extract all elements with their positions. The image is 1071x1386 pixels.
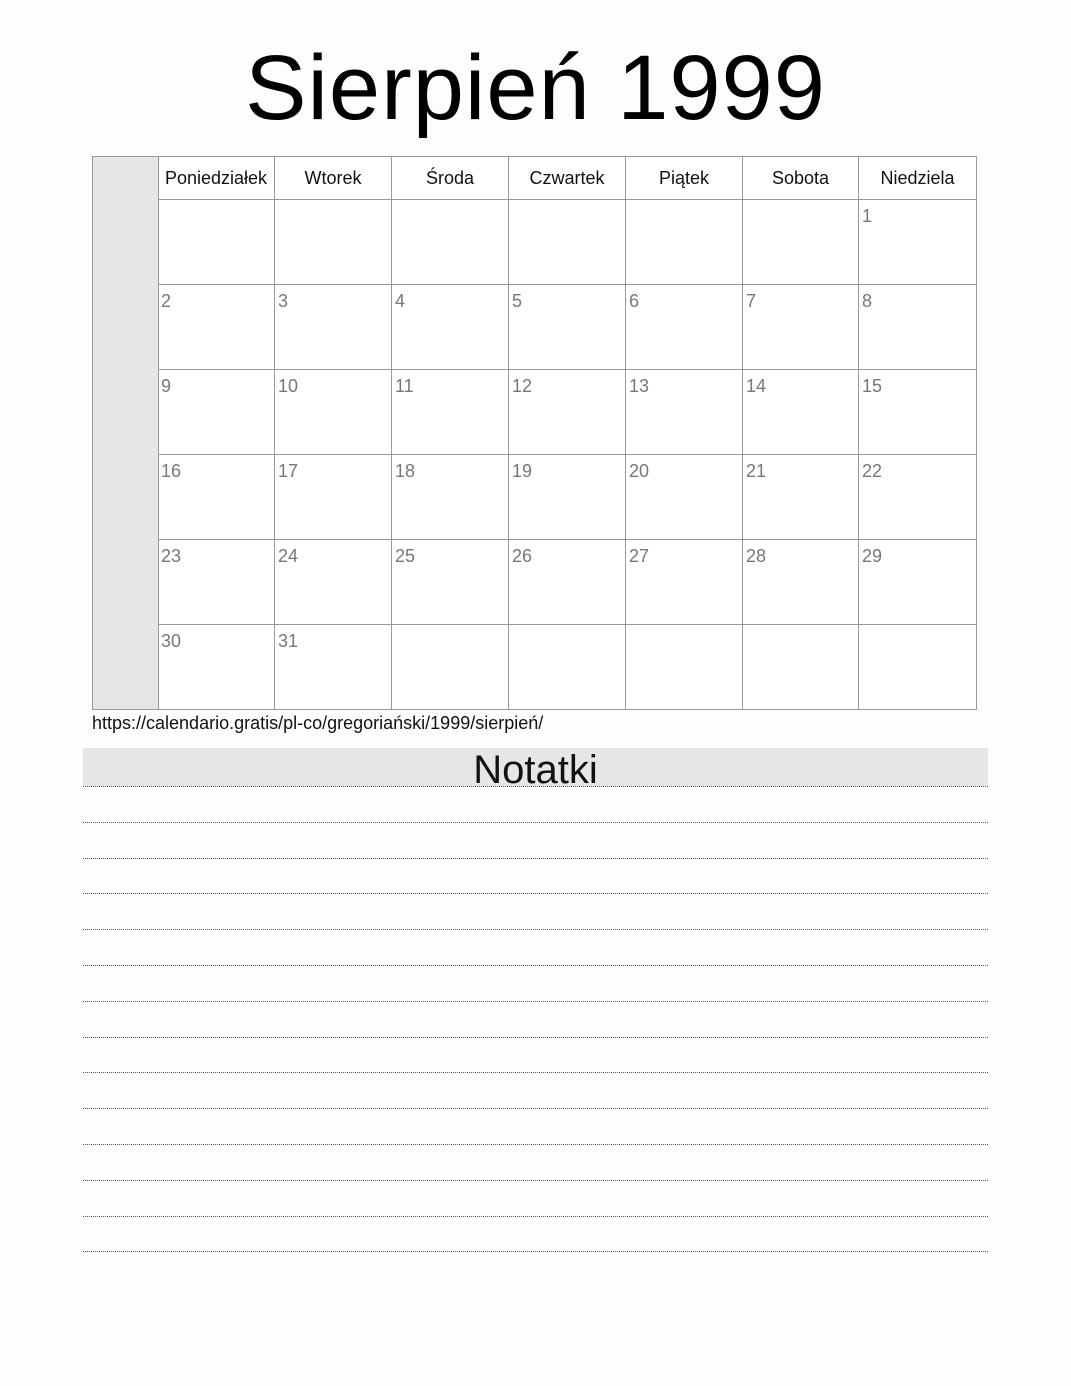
day-cell [509, 200, 626, 285]
day-cell [859, 370, 976, 455]
day-number: 9 [161, 376, 172, 396]
day-number: 3 [278, 291, 289, 311]
weekday-header-saturday: Sobota [743, 157, 859, 200]
day-number: 2 [161, 291, 172, 311]
note-line [83, 965, 988, 966]
day-cell [158, 200, 275, 285]
day-number: 28 [746, 546, 767, 566]
day-number: 12 [512, 376, 533, 396]
day-number: 10 [278, 376, 299, 396]
day-cell [509, 285, 626, 370]
day-cell [392, 285, 509, 370]
day-cell [626, 540, 743, 625]
day-cell [275, 455, 392, 540]
day-number: 19 [512, 461, 533, 481]
day-cell [392, 625, 509, 710]
day-cell [392, 540, 509, 625]
source-url[interactable]: https://calendario.gratis/pl-co/gregoriański/1999/sierpień/ [92, 713, 544, 733]
day-number: 5 [512, 291, 523, 311]
note-line [83, 1001, 988, 1002]
day-cell [275, 370, 392, 455]
day-cell [626, 625, 743, 710]
day-number: 20 [629, 461, 650, 481]
day-cell [859, 285, 976, 370]
note-line [83, 1037, 988, 1038]
note-line [83, 893, 988, 894]
day-cell [158, 285, 275, 370]
day-cell [743, 285, 859, 370]
day-cell [626, 200, 743, 285]
day-cell [626, 285, 743, 370]
weekday-header-tuesday: Wtorek [275, 157, 392, 200]
note-line [83, 1144, 988, 1145]
note-line [83, 786, 988, 787]
day-number: 29 [862, 546, 883, 566]
note-line [83, 858, 988, 859]
day-number: 31 [278, 631, 299, 651]
day-cell [859, 200, 976, 285]
weekday-header-monday: Poniedziałek [158, 157, 275, 200]
day-cell [275, 200, 392, 285]
day-cell [859, 455, 976, 540]
weekday-header-wednesday: Środa [392, 157, 509, 200]
day-cell [743, 625, 859, 710]
month-grid [158, 157, 976, 709]
note-line [83, 929, 988, 930]
day-cell [392, 455, 509, 540]
day-number: 15 [862, 376, 883, 396]
day-cell [859, 540, 976, 625]
note-line [83, 1180, 988, 1181]
day-number: 4 [395, 291, 406, 311]
day-number: 13 [629, 376, 650, 396]
day-cell [509, 370, 626, 455]
notes-title: Notatki [83, 748, 988, 786]
day-cell [743, 455, 859, 540]
day-number: 22 [862, 461, 883, 481]
day-number: 26 [512, 546, 533, 566]
day-number: 6 [629, 291, 640, 311]
weekday-header-friday: Piątek [626, 157, 743, 200]
note-line [83, 1072, 988, 1073]
day-number: 16 [161, 461, 182, 481]
day-cell [158, 370, 275, 455]
day-number: 1 [862, 206, 873, 226]
day-number: 14 [746, 376, 767, 396]
day-cell [509, 625, 626, 710]
day-number: 27 [629, 546, 650, 566]
day-number: 18 [395, 461, 416, 481]
day-cell [626, 370, 743, 455]
day-cell [158, 455, 275, 540]
day-cell [275, 625, 392, 710]
day-cell [743, 370, 859, 455]
page-title: Sierpień 1999 [245, 37, 826, 139]
day-number: 11 [395, 376, 414, 396]
day-cell [392, 200, 509, 285]
day-number: 7 [746, 291, 757, 311]
day-number: 21 [746, 461, 767, 481]
day-cell [743, 540, 859, 625]
day-cell [392, 370, 509, 455]
day-cell [158, 540, 275, 625]
weekday-header-sunday: Niedziela [859, 157, 976, 200]
day-cell [158, 625, 275, 710]
day-cell [509, 540, 626, 625]
day-number: 17 [278, 461, 299, 481]
day-cell [626, 455, 743, 540]
day-cell [743, 200, 859, 285]
day-number: 23 [161, 546, 182, 566]
day-cell [275, 285, 392, 370]
weekday-header-thursday: Czwartek [509, 157, 626, 200]
day-number: 24 [278, 546, 299, 566]
day-number: 30 [161, 631, 182, 651]
day-cell [275, 540, 392, 625]
note-line [83, 1216, 988, 1217]
day-number: 8 [862, 291, 873, 311]
week-number-column [93, 157, 159, 709]
note-line [83, 822, 988, 823]
calendar-grid [92, 156, 977, 710]
day-cell [859, 625, 976, 710]
day-number: 25 [395, 546, 416, 566]
note-line [83, 1108, 988, 1109]
note-line [83, 1251, 988, 1252]
day-cell [509, 455, 626, 540]
